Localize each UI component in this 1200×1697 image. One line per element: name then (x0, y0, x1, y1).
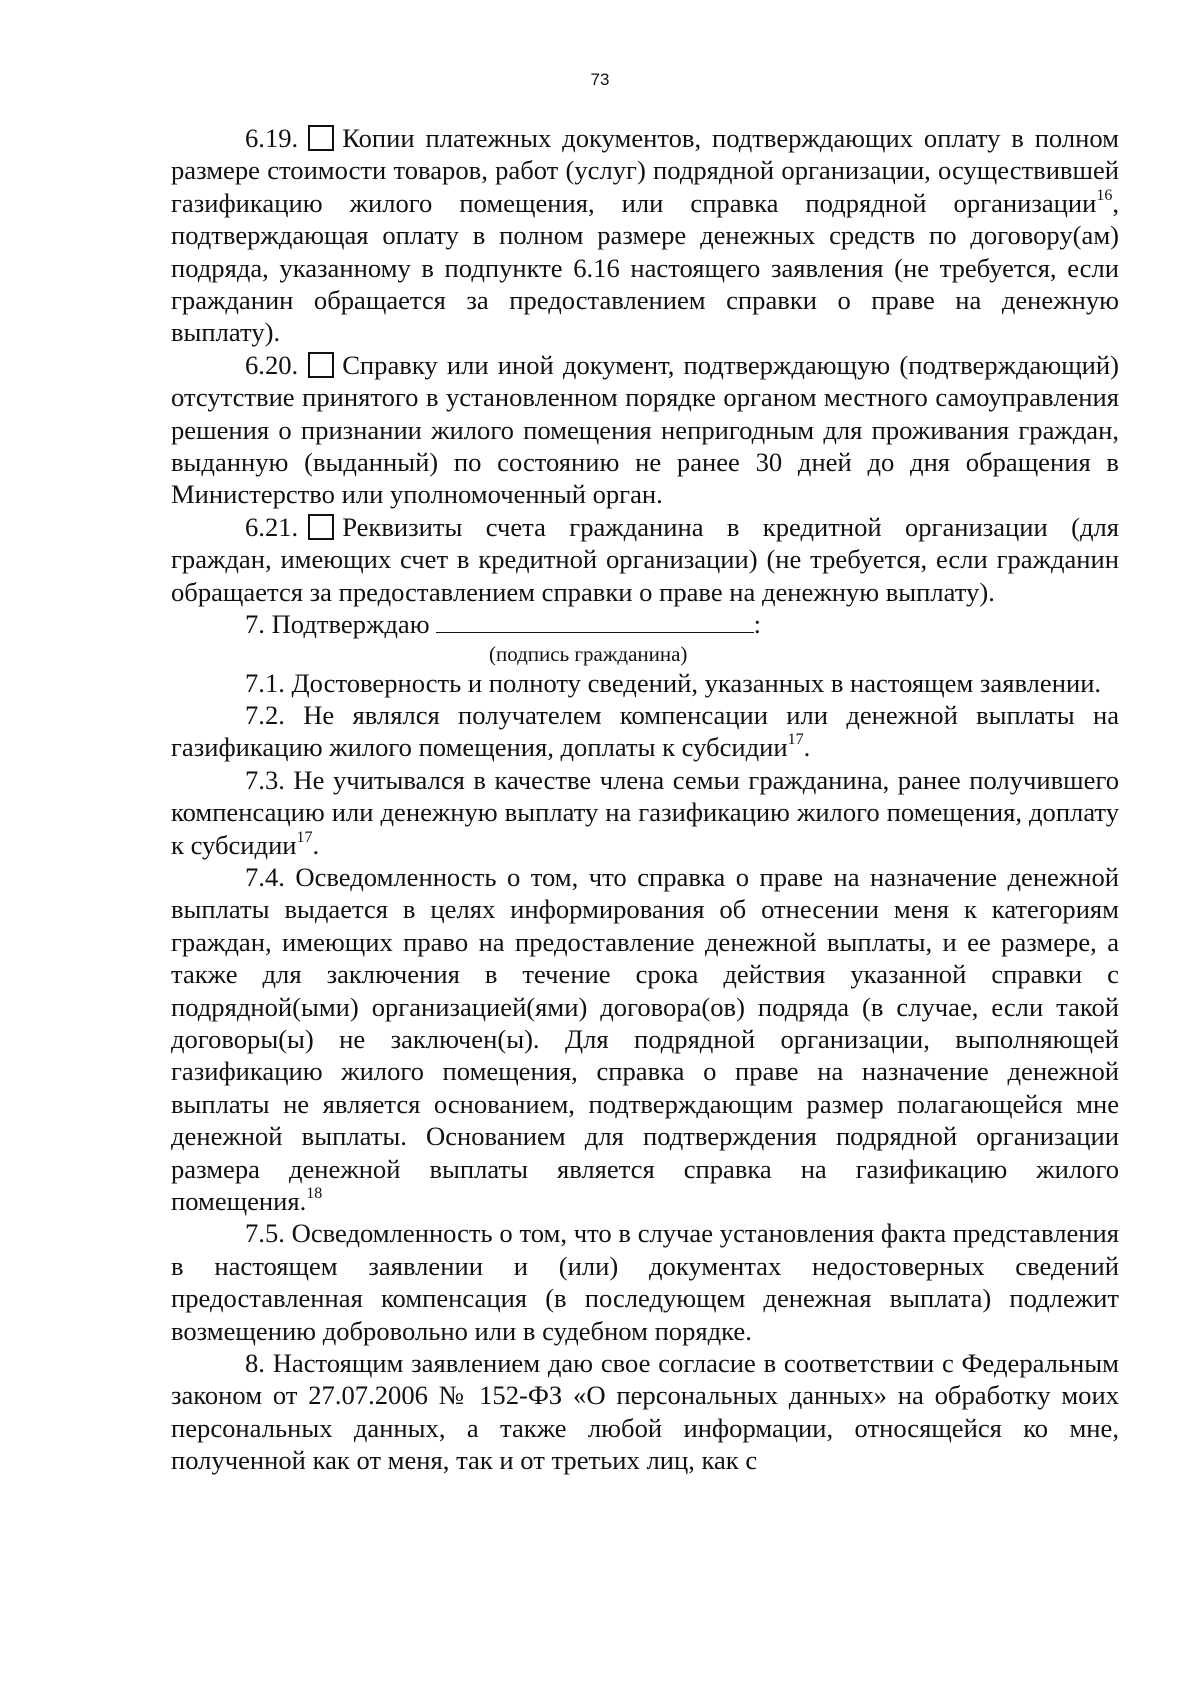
item-text: 7.4. Осведомленность о том, что справка о праве на назначение денежной выплаты выдается в целях информирования об отнесении меня к категориям граждан, имеющих право на предоставление денежной выплаты, и ее размере, а также для заключения в течение срока действия указанной справки с подрядной(ыми) организацией(ями) договора(ов) подряда (в случае, если такой договоры(ы) не заключен(ы). Для подрядной организации, выполняющей газификацию жилого помещения, справка о праве на назначение денежной выплаты не является основанием, подтверждающим размер полагающейся мне денежной выплаты. Основанием для подтверждения подрядной организации размера денежной выплаты является справка на газификацию жилого помещения. (171, 861, 1119, 1216)
paragraph-7-3 (171, 764, 1119, 861)
footnote-ref: 17 (296, 828, 313, 846)
footnote-ref: 18 (306, 1185, 323, 1202)
item-number: 6.20. (245, 349, 299, 380)
checkbox-6-20[interactable] (308, 352, 334, 378)
paragraph-7-4 (171, 861, 1119, 1217)
paragraph-6-21 (171, 511, 1119, 608)
confirm-label: 7. Подтверждаю (245, 609, 430, 640)
signature-caption: (подпись гражданина) (489, 641, 688, 666)
footnote-ref: 16 (1096, 186, 1113, 204)
document-body (171, 122, 1119, 1477)
paragraph-7-2 (171, 699, 1119, 764)
item-end: . (312, 829, 320, 860)
paragraph-6-19 (171, 122, 1119, 349)
item-number: 6.21. (245, 511, 299, 542)
item-text: 7.2. Не являлся получателем компенсации или денежной выплаты на газификацию жилого помещения, доплаты к субсидии (171, 699, 1119, 763)
item-text: 7.3. Не учитывался в качестве члена семьи гражданина, ранее получившего компенсацию или денежную выплату на газификацию жилого помещения, доплату к субсидии (171, 764, 1119, 860)
paragraph-7-1: 7.1. Достоверность и полноту сведений, указанных в настоящем заявлении. (245, 667, 1102, 698)
footnote-ref: 17 (787, 731, 804, 749)
checkbox-6-19[interactable] (308, 125, 334, 151)
item-text-continued: , подтверждающая оплату в полном размере денежных средств по договору(ам) подряда, указанному в подпункте 6.16 настоящего заявления (не требуется, если гражданин обращается за предоставлением справки о праве на денежную выплату). (171, 187, 1119, 348)
checkbox-6-21[interactable] (308, 514, 334, 540)
confirm-colon: : (753, 609, 761, 640)
paragraph-7 (171, 608, 1119, 640)
paragraph-7-5: 7.5. Осведомленность о том, что в случае установления факта представления в настоящем заявлении и (или) документах недостоверных сведений предоставленная компенсация (в последующем денежная выплата) подлежит возмещению добровольно или в судебном порядке. (171, 1218, 1119, 1346)
paragraph-6-20 (171, 349, 1119, 511)
paragraph-8: 8. Настоящим заявлением даю свое согласие в соответствии с Федеральным законом от 27.07.2006 № 152-ФЗ «О персональных данных» на обработку моих персональных данных, а также любой информации, относящейся ко мне, полученной как от меня, так и от третьих лиц, как с (171, 1348, 1119, 1476)
item-end: . (803, 732, 811, 763)
item-text: Копии платежных документов, подтверждающих оплату в полном размере стоимости товаров, работ (услуг) подрядной организации, осуществившей газификацию жилого помещения, или справка подрядной организации (171, 123, 1119, 218)
item-text: Справку или иной документ, подтверждающую (подтверждающий) отсутствие принятого в установленном порядке органом местного самоуправления решения о признании жилого помещения непригодным для проживания граждан, выданную (выданный) по состоянию не ранее 30 дней до дня обращения в Министерство или уполномоченный орган. (171, 349, 1119, 510)
signature-line[interactable] (436, 610, 754, 633)
item-number: 6.19. (245, 123, 299, 153)
item-text: Реквизиты счета гражданина в кредитной организации (для граждан, имеющих счет в кредитной организации) (не требуется, если гражданин обращается за предоставлением справки о праве на денежную выплату). (171, 511, 1119, 607)
page-number: 73 (590, 70, 610, 89)
